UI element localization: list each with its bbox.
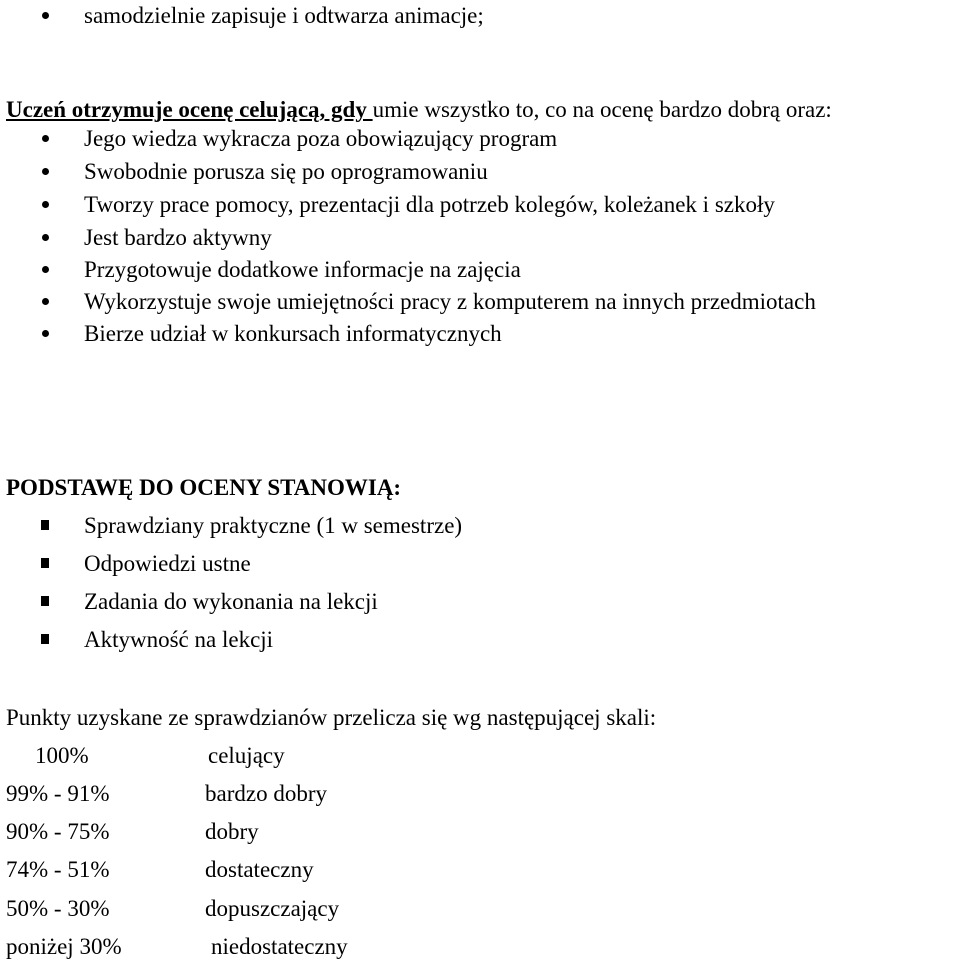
scale-range: 99% - 91% bbox=[6, 781, 110, 806]
scale-range: 74% - 51% bbox=[6, 857, 110, 882]
list-item-text: samodzielnie zapisuje i odtwarza animacje; bbox=[84, 3, 484, 28]
celujaca-intro-rest: umie wszystko to, co na ocenę bardzo dobrą oraz: bbox=[372, 97, 832, 122]
skala-intro: Punkty uzyskane ze sprawdzianów przelicza się wg następującej skali: bbox=[6, 705, 657, 730]
celujaca-intro-bold: Uczeń otrzymuje ocenę celującą, gdy bbox=[6, 97, 373, 122]
bullet-dot-icon bbox=[42, 12, 49, 19]
list-item-text: Odpowiedzi ustne bbox=[84, 551, 251, 576]
scale-grade: dostateczny bbox=[205, 857, 314, 882]
list-item-text: Przygotowuje dodatkowe informacje na zajęcia bbox=[84, 257, 521, 282]
bullet-square-icon bbox=[41, 634, 49, 644]
bullet-square-icon bbox=[41, 558, 49, 568]
list-item-text: Zadania do wykonania na lekcji bbox=[84, 589, 378, 614]
scale-grade: dobry bbox=[205, 819, 259, 844]
bullet-square-icon bbox=[41, 520, 49, 530]
scale-range: 100% bbox=[35, 743, 89, 768]
list-item-text: Tworzy prace pomocy, prezentacji dla potrzeb kolegów, koleżanek i szkoły bbox=[84, 192, 775, 217]
scale-range: 90% - 75% bbox=[6, 819, 110, 844]
list-item-text: Jego wiedza wykracza poza obowiązujący program bbox=[84, 126, 558, 151]
podstawa-heading: PODSTAWĘ DO OCENY STANOWIĄ: bbox=[6, 475, 402, 500]
bullet-dot-icon bbox=[42, 168, 49, 175]
list-item-text: Sprawdziany praktyczne (1 w semestrze) bbox=[84, 513, 463, 538]
scale-grade: niedostateczny bbox=[211, 934, 348, 959]
scale-range: poniżej 30% bbox=[6, 934, 122, 959]
list-item-text: Bierze udział w konkursach informatycznych bbox=[84, 321, 502, 346]
bullet-dot-icon bbox=[42, 201, 49, 208]
scale-grade: bardzo dobry bbox=[205, 781, 327, 806]
list-item-text: Swobodnie porusza się po oprogramowaniu bbox=[84, 159, 488, 184]
bullet-dot-icon bbox=[42, 298, 49, 305]
celujaca-intro bbox=[6, 98, 832, 121]
scale-range: 50% - 30% bbox=[6, 896, 110, 921]
bullet-dot-icon bbox=[42, 234, 49, 241]
list-item-text: Jest bardzo aktywny bbox=[84, 225, 272, 250]
list-item-text: Aktywność na lekcji bbox=[84, 627, 274, 652]
bullet-dot-icon bbox=[42, 135, 49, 142]
bullet-dot-icon bbox=[42, 266, 49, 273]
scale-grade: celujący bbox=[208, 743, 285, 768]
list-item-text: Wykorzystuje swoje umiejętności pracy z komputerem na innych przedmiotach bbox=[84, 289, 816, 314]
bullet-dot-icon bbox=[42, 330, 49, 337]
scale-grade: dopuszczający bbox=[205, 896, 340, 921]
bullet-square-icon bbox=[41, 596, 49, 606]
